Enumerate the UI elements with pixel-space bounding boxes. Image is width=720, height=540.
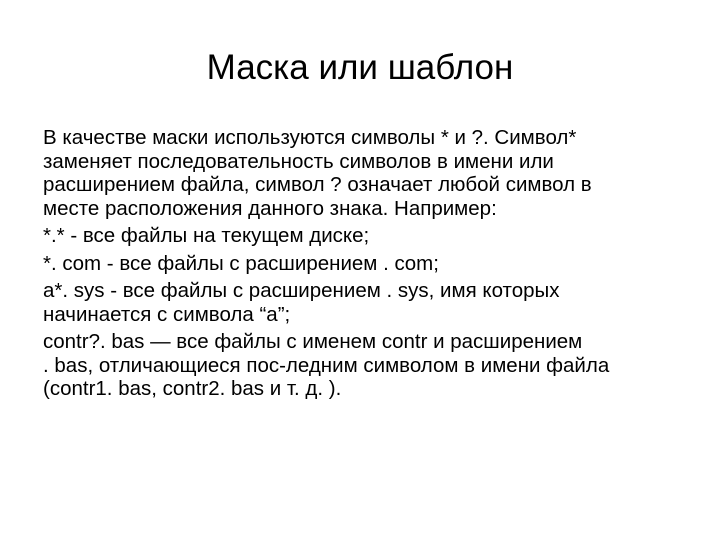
text-line: В качестве маски используются символы * и ?. Символ*: [43, 126, 577, 149]
slide-body: [43, 126, 693, 405]
example-bas-files: [43, 330, 693, 401]
text-line: начинается с символа “a”;: [43, 302, 291, 326]
slide-title: Маска или шаблон: [206, 48, 514, 87]
text-line: заменяет последовательность символов в имени или: [43, 149, 554, 173]
text-line: (contr1. bas, contr2. bas и т. д. ).: [43, 377, 342, 400]
text-line: *. com - все файлы с расширением . com;: [43, 251, 439, 275]
text-line: *.* - все файлы на текущем диске;: [43, 224, 370, 247]
example-com-files: [43, 252, 693, 276]
text-line: месте расположения данного знака. Например:: [43, 196, 497, 220]
example-sys-files: [43, 279, 693, 326]
text-line: a*. sys - все файлы с расширением . sys, имя которых: [43, 279, 560, 302]
text-line: . bas, отличающиеся пос-ледним символом в имени файла: [43, 353, 610, 377]
example-all-files: [43, 224, 693, 248]
text-line: расширением файла, символ ? означает любой символ в: [43, 173, 592, 196]
text-line: contr?. bas — все файлы с именем contr и расширением: [43, 330, 583, 353]
intro-paragraph: [43, 126, 693, 220]
